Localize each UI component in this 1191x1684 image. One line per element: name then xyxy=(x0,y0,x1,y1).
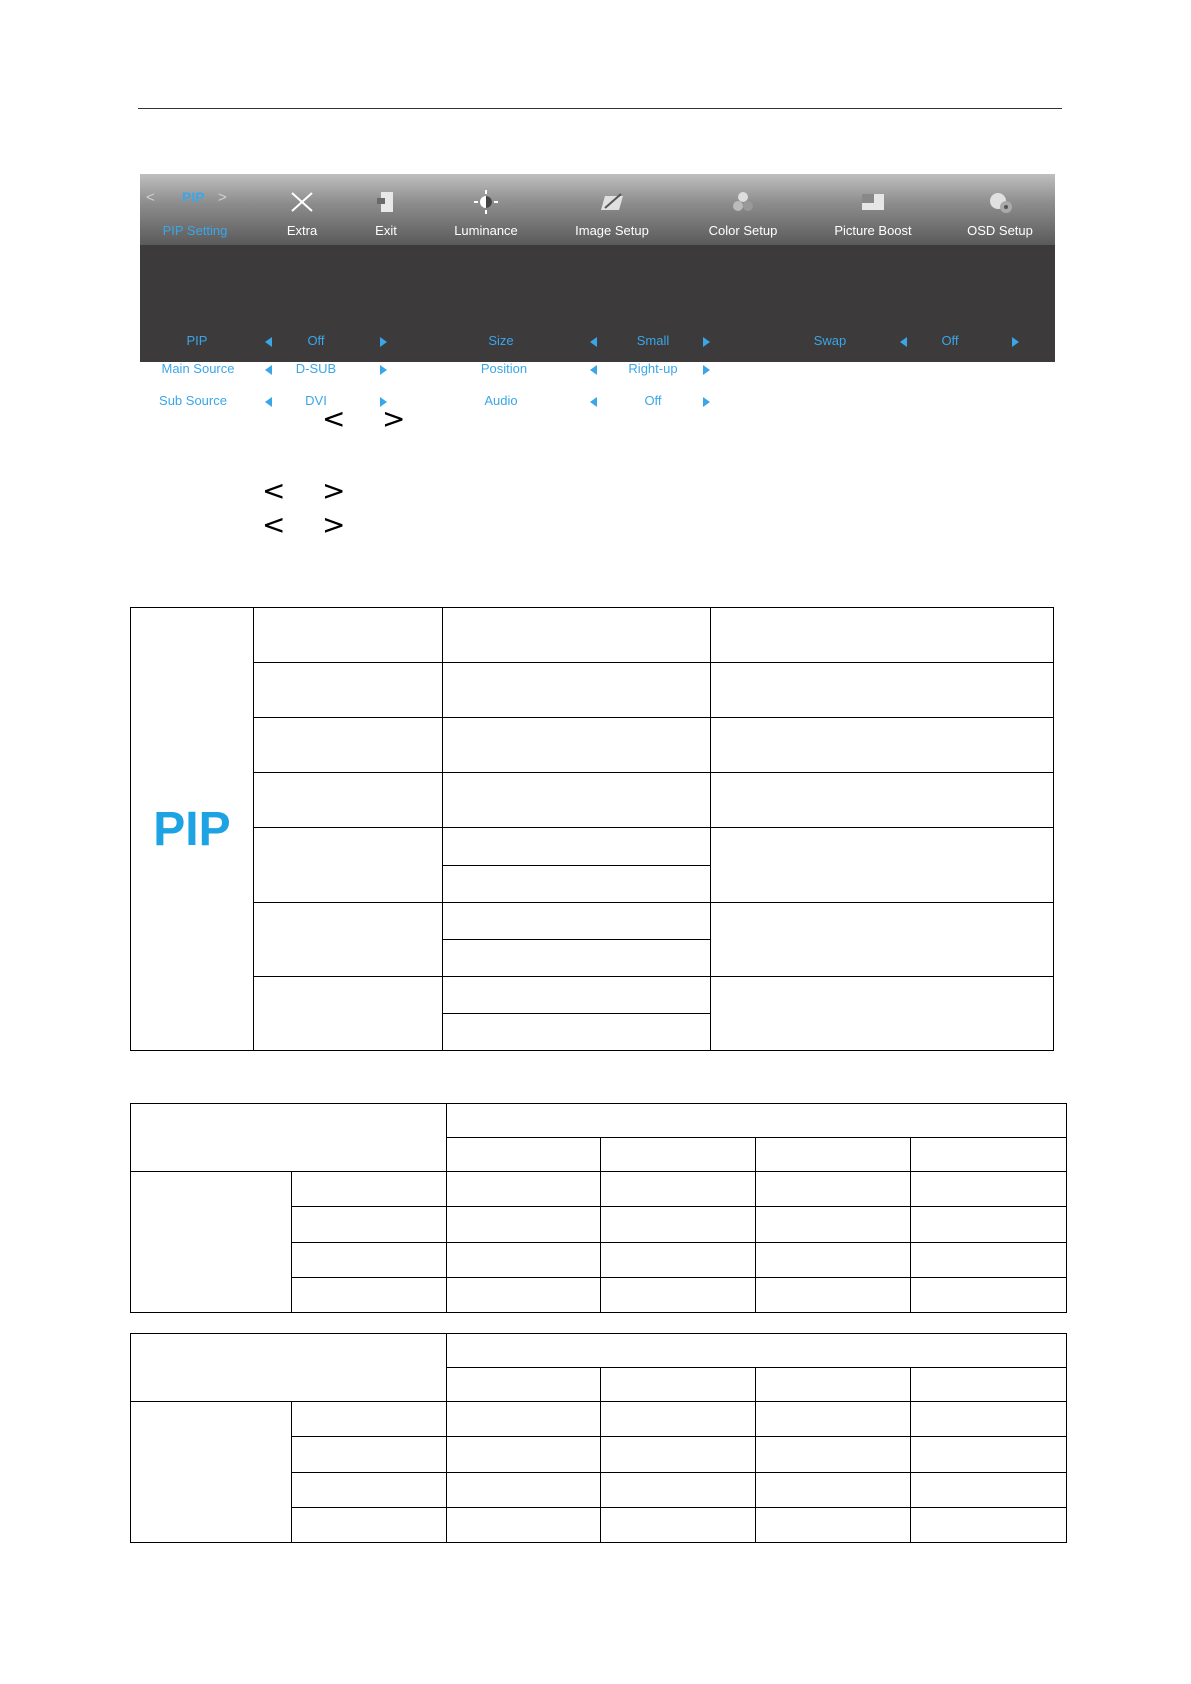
table-cell xyxy=(601,1242,756,1277)
arrow-left-icon[interactable] xyxy=(900,337,907,347)
table-cell xyxy=(291,1242,446,1277)
tab-label: Exit xyxy=(375,223,397,238)
tab-label: Picture Boost xyxy=(834,223,912,238)
table-cell xyxy=(442,976,711,1013)
color-setup-icon xyxy=(730,190,756,214)
table-cell xyxy=(446,1172,601,1207)
table-cell xyxy=(291,1437,446,1472)
chevron-left-icon: < xyxy=(262,474,286,507)
table-cell xyxy=(446,1242,601,1277)
table-cell xyxy=(601,1277,756,1312)
table-cell xyxy=(253,828,442,902)
table-cell xyxy=(253,663,442,718)
arrow-left-icon[interactable] xyxy=(265,337,272,347)
table-cell xyxy=(131,1334,447,1402)
table-cell xyxy=(711,663,1054,718)
table-cell xyxy=(442,828,711,865)
setting-main-source-label: Main Source xyxy=(161,361,235,376)
table-cell xyxy=(911,1472,1067,1507)
table-cell xyxy=(442,608,711,663)
table-cell xyxy=(911,1207,1067,1242)
table-cell xyxy=(253,608,442,663)
tab-label: Extra xyxy=(286,223,318,238)
table-cell xyxy=(446,1277,601,1312)
table-cell xyxy=(711,976,1054,1050)
arrow-left-icon[interactable] xyxy=(265,397,272,407)
compat-table-2 xyxy=(130,1333,1067,1543)
table-cell xyxy=(756,1472,911,1507)
table-cell xyxy=(442,773,711,828)
table-cell xyxy=(756,1242,911,1277)
arrow-right-icon[interactable] xyxy=(703,397,710,407)
table-cell xyxy=(446,1207,601,1242)
setting-position-value: Right-up xyxy=(628,361,678,376)
setting-pip-label: PIP xyxy=(186,333,208,348)
chevron-left-icon: < xyxy=(322,402,346,435)
pip-settings-table xyxy=(130,607,1054,1051)
pip-table-label: PIP xyxy=(131,608,254,1051)
table-cell xyxy=(446,1437,601,1472)
table-cell xyxy=(756,1402,911,1437)
table-cell xyxy=(711,608,1054,663)
table-cell xyxy=(911,1368,1067,1402)
arrow-left-icon[interactable] xyxy=(265,365,272,375)
tab-label: Image Setup xyxy=(575,223,649,238)
setting-sub-source-label: Sub Source xyxy=(159,393,227,408)
arrow-left-icon[interactable] xyxy=(590,337,597,347)
table-cell xyxy=(446,1507,601,1542)
setting-swap-value: Off xyxy=(941,333,959,348)
setting-sub-source-value: DVI xyxy=(305,393,327,408)
chevron-left-icon[interactable]: < xyxy=(146,189,155,206)
table-cell xyxy=(442,902,711,939)
table-cell xyxy=(756,1138,911,1172)
table-cell xyxy=(291,1172,446,1207)
table-cell xyxy=(711,773,1054,828)
arrow-right-icon[interactable] xyxy=(1012,337,1019,347)
table-cell xyxy=(601,1207,756,1242)
arrow-right-icon[interactable] xyxy=(703,337,710,347)
table-cell xyxy=(756,1172,911,1207)
osd-setup-icon xyxy=(987,190,1013,214)
table-cell xyxy=(756,1507,911,1542)
table-cell xyxy=(711,902,1054,976)
arrow-right-icon[interactable] xyxy=(703,365,710,375)
table-cell xyxy=(442,865,711,902)
table-cell xyxy=(446,1138,601,1172)
setting-size-label: Size xyxy=(488,333,514,348)
setting-audio-label: Audio xyxy=(484,393,518,408)
table-cell xyxy=(711,828,1054,902)
arrow-left-icon[interactable] xyxy=(590,397,597,407)
table-cell xyxy=(442,718,711,773)
table-cell xyxy=(601,1507,756,1542)
table-cell xyxy=(131,1402,292,1543)
top-rule xyxy=(138,108,1062,109)
table-cell xyxy=(291,1507,446,1542)
table-cell xyxy=(446,1472,601,1507)
setting-swap-label: Swap xyxy=(813,333,847,348)
pip-tab-title: PIP xyxy=(182,189,205,205)
arrow-left-icon[interactable] xyxy=(590,365,597,375)
table-cell xyxy=(446,1368,601,1402)
osd-settings-panel xyxy=(140,245,1055,408)
table-cell xyxy=(756,1437,911,1472)
picture-boost-icon xyxy=(860,190,886,214)
tab-label: PIP Setting xyxy=(162,223,228,238)
exit-icon xyxy=(373,190,399,214)
table-cell xyxy=(911,1402,1067,1437)
image-setup-icon xyxy=(599,190,625,214)
tab-picture-boost[interactable] xyxy=(813,174,933,245)
chevron-right-icon[interactable]: > xyxy=(218,189,227,206)
table-cell xyxy=(601,1472,756,1507)
table-cell xyxy=(291,1402,446,1437)
tab-image-setup[interactable] xyxy=(552,174,672,245)
table-cell xyxy=(442,663,711,718)
luminance-icon xyxy=(473,190,499,214)
setting-main-source-value: D-SUB xyxy=(295,361,337,376)
tab-osd-setup[interactable] xyxy=(940,174,1060,245)
compat-table-1 xyxy=(130,1103,1067,1313)
chevron-left-icon: < xyxy=(262,508,286,541)
table-cell xyxy=(911,1172,1067,1207)
table-cell xyxy=(756,1368,911,1402)
table-cell xyxy=(911,1138,1067,1172)
tab-color-setup[interactable] xyxy=(683,174,803,245)
table-cell xyxy=(911,1507,1067,1542)
table-cell xyxy=(253,718,442,773)
extra-icon xyxy=(289,190,315,214)
table-cell xyxy=(601,1138,756,1172)
table-cell xyxy=(131,1172,292,1313)
table-cell xyxy=(291,1277,446,1312)
table-cell xyxy=(911,1242,1067,1277)
tab-label: Luminance xyxy=(454,223,518,238)
table-cell xyxy=(446,1104,1066,1138)
table-cell xyxy=(291,1207,446,1242)
pip-nav xyxy=(146,189,246,209)
table-cell xyxy=(253,902,442,976)
setting-audio-value: Off xyxy=(644,393,662,408)
table-cell xyxy=(291,1472,446,1507)
arrow-right-icon[interactable] xyxy=(380,365,387,375)
table-cell xyxy=(601,1437,756,1472)
table-cell xyxy=(911,1277,1067,1312)
table-cell xyxy=(601,1402,756,1437)
table-cell xyxy=(131,1104,447,1172)
setting-pip-value: Off xyxy=(307,333,325,348)
tab-pip-setting[interactable] xyxy=(140,174,250,245)
setting-position-label: Position xyxy=(480,361,528,376)
table-cell xyxy=(756,1277,911,1312)
table-cell xyxy=(442,939,711,976)
chevron-right-icon: > xyxy=(382,402,406,435)
table-cell xyxy=(253,773,442,828)
table-cell xyxy=(253,976,442,1050)
tab-label: Color Setup xyxy=(708,223,778,238)
table-cell xyxy=(601,1172,756,1207)
osd-tab-bar xyxy=(140,174,1055,245)
table-cell xyxy=(756,1207,911,1242)
table-cell xyxy=(601,1368,756,1402)
setting-size-value: Small xyxy=(636,333,670,348)
table-cell xyxy=(442,1013,711,1050)
arrow-right-icon[interactable] xyxy=(380,337,387,347)
tab-label: OSD Setup xyxy=(967,223,1033,238)
tab-luminance[interactable] xyxy=(426,174,546,245)
chevron-right-icon: > xyxy=(322,474,346,507)
table-cell xyxy=(711,718,1054,773)
chevron-right-icon: > xyxy=(322,508,346,541)
table-cell xyxy=(446,1402,601,1437)
table-cell xyxy=(911,1437,1067,1472)
table-cell xyxy=(446,1334,1066,1368)
osd-menu xyxy=(140,174,1055,408)
